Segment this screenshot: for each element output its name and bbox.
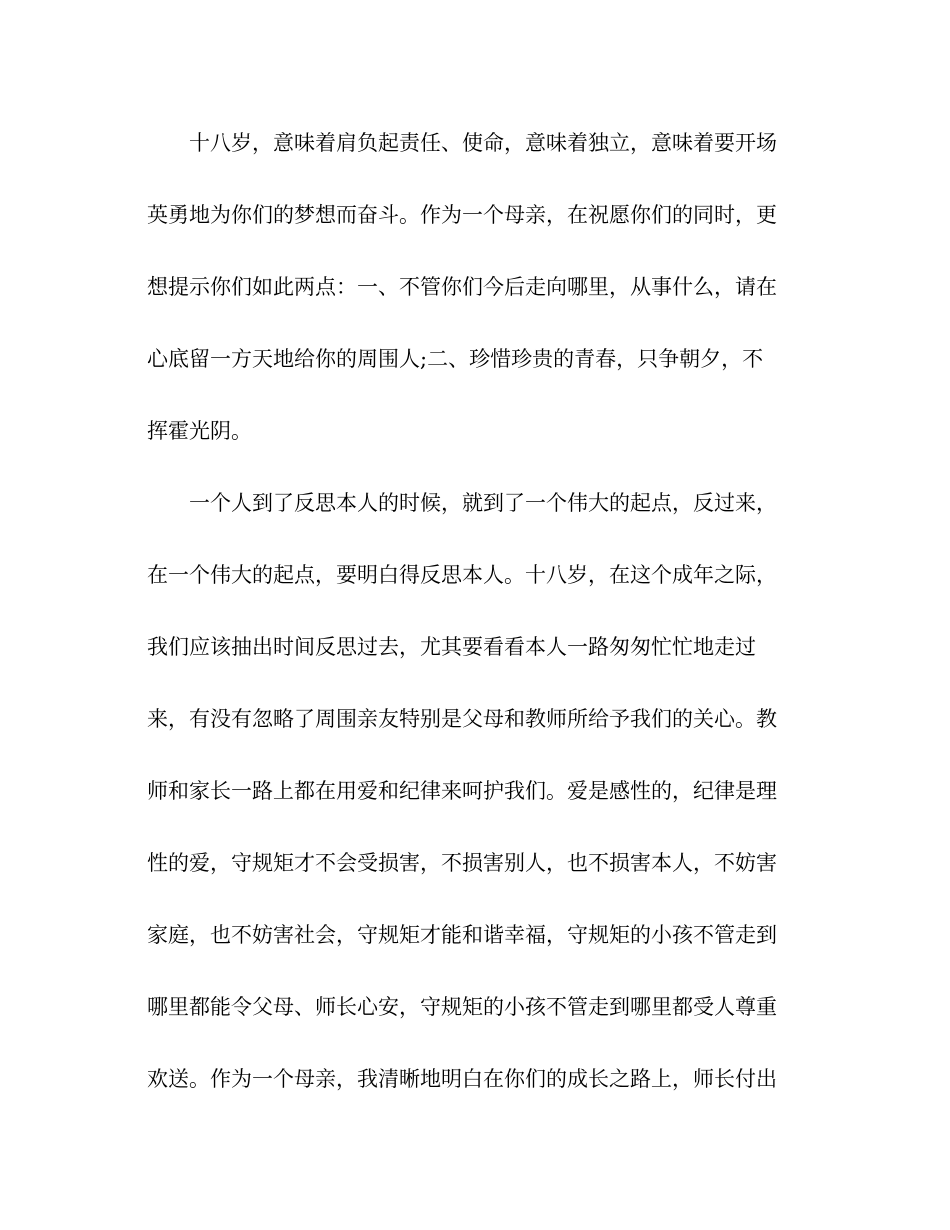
paragraph-line: 欢送。作为一个母亲，我清晰地明白在你们的成长之路上，师长付出	[147, 1067, 777, 1091]
paragraph-line: 英勇地为你们的梦想而奋斗。作为一个母亲，在祝愿你们的同时，更	[147, 203, 777, 227]
paragraph-line: 师和家长一路上都在用爱和纪律来呵护我们。爱是感性的，纪律是理	[147, 779, 777, 803]
paragraph-line: 在一个伟大的起点，要明白得反思本人。十八岁，在这个成年之际，	[147, 563, 777, 587]
paragraph-line: 心底留一方天地给你的周围人;二、珍惜珍贵的青春，只争朝夕，不	[147, 347, 764, 371]
paragraph-line: 十八岁，意味着肩负起责任、使命，意味着独立，意味着要开场	[189, 131, 777, 155]
paragraph-line: 想提示你们如此两点：一、不管你们今后走向哪里，从事什么，请在	[147, 275, 777, 299]
paragraph-line: 我们应该抽出时间反思过去，尤其要看看本人一路匆匆忙忙地走过	[147, 635, 756, 659]
paragraph-line: 性的爱，守规矩才不会受损害，不损害别人，也不损害本人，不妨害	[147, 851, 777, 875]
paragraph-line: 家庭，也不妨害社会，守规矩才能和谐幸福，守规矩的小孩不管走到	[147, 923, 777, 947]
paragraph-line: 一个人到了反思本人的时候，就到了一个伟大的起点，反过来，	[189, 491, 777, 515]
paragraph-line: 来，有没有忽略了周围亲友特别是父母和教师所给予我们的关心。教	[147, 707, 777, 731]
paragraph-line: 挥霍光阴。	[147, 419, 252, 443]
paragraph-line: 哪里都能令父母、师长心安，守规矩的小孩不管走到哪里都受人尊重	[147, 995, 777, 1019]
